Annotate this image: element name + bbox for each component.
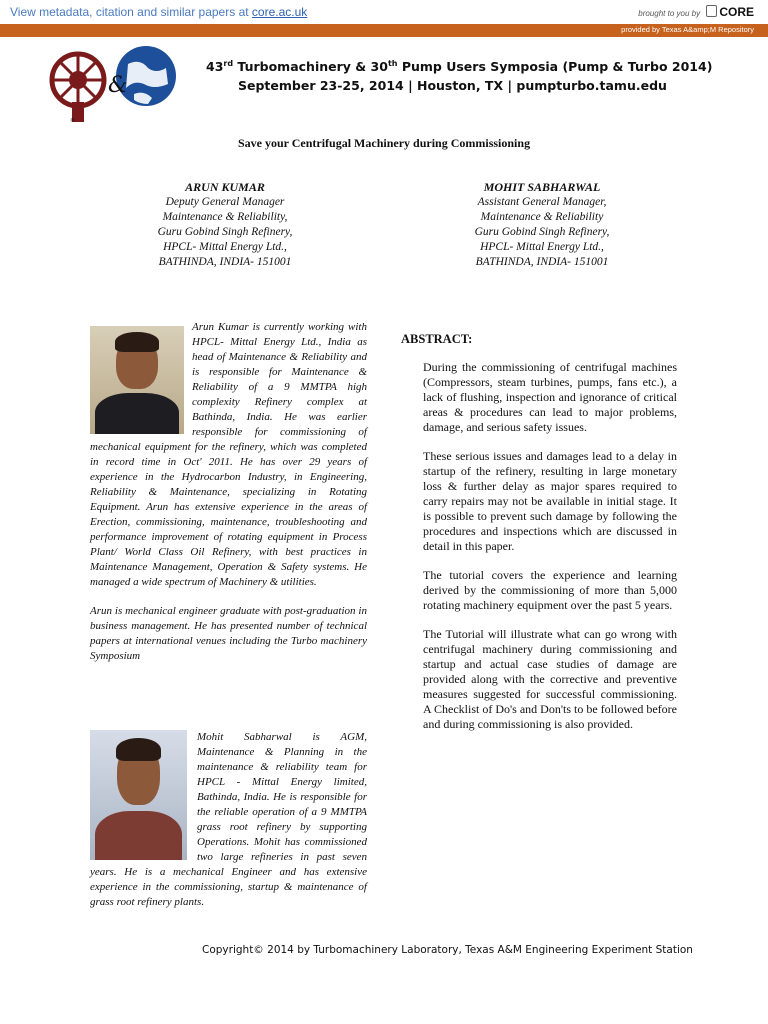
svg-text:&: & (108, 73, 128, 98)
author-line: Guru Gobind Singh Refinery, (474, 226, 610, 238)
bio-arun (90, 320, 367, 664)
author-line: Assistant General Manager, (477, 196, 607, 208)
author-photo-mohit (90, 730, 187, 860)
turbo-lab-logo-icon (48, 44, 178, 124)
author-line: Guru Gobind Singh Refinery, (157, 226, 293, 238)
author-line: HPCL- Mittal Energy Ltd., (480, 241, 604, 253)
core-icon (706, 5, 717, 17)
photo-hair (116, 738, 161, 761)
core-logo[interactable] (706, 5, 754, 19)
conference-header (206, 54, 712, 95)
conference-text-a: Turbomachinery & 30 (233, 59, 388, 75)
core-banner (0, 0, 768, 25)
brought-by-label: brought to you by (638, 9, 701, 18)
photo-body (95, 811, 182, 860)
abstract-paragraph: The tutorial covers the experience and learning derived by the commissioning of more than 5,000 rotating machinery equipment over the past 5 years. (423, 568, 677, 612)
bio-mohit (90, 730, 367, 910)
author-block-arun (90, 180, 360, 270)
core-brought-by[interactable] (638, 5, 754, 19)
abstract-paragraph: During the commissioning of centrifugal machines (Compressors, steam turbines, pumps, fans etc.), a lack of flushing, inspection and ignorance of critical areas & procedures can lead to major problems, damage, and serious safety issues. (423, 360, 677, 434)
photo-hair (115, 332, 158, 351)
author-line: Deputy General Manager (165, 196, 285, 208)
abstract-body (423, 360, 677, 746)
core-metadata-label: View metadata, citation and similar papers at (10, 5, 252, 19)
author-line: BATHINDA, INDIA- 151001 (475, 256, 609, 268)
conference-text-b: Pump Users Symposia (Pump & Turbo 2014) (397, 59, 713, 75)
author-block-mohit (407, 180, 677, 270)
svg-text:®: ® (70, 118, 75, 124)
core-brand-label: CORE (719, 5, 754, 19)
ordinal-sup-1: rd (223, 59, 234, 68)
paper-title: Save your Centrifugal Machinery during Commissioning (237, 136, 531, 150)
bio-paragraph: Arun Kumar is currently working with HPCL- Mittal Energy Ltd., India as head of Maintenance & Reliability and is responsible for Maintenance & Reliability of a 9 MMTPA high complexity Refinery complex at Bathinda, India. He was earlier responsible for commissioning of mechanical equipment for the refinery, which was completed in record time in Oct' 2011. He has over 29 years of experience in the Hydrocarbon Industry, in Engineering, Reliability & Maintenance, specializing in Rotating Equipment. Arun has extensive experience in the areas of Erection, commissioning, maintenance, troubleshooting and performance improvement of rotating equipment in Process Plant/ World Class Oil Refinery, with best practices in Maintenance Management, Operation & Safety systems. He managed a wide spectrum of Machinery & utilities. (90, 321, 367, 588)
author-name: MOHIT SABHARWAL (483, 180, 601, 194)
author-name: ARUN KUMAR (185, 180, 265, 194)
author-line: BATHINDA, INDIA- 151001 (158, 256, 292, 268)
author-photo-arun (90, 326, 184, 434)
conference-line-2: September 23-25, 2014 | Houston, TX | pumpturbo.tamu.edu (238, 78, 667, 94)
bio-spacer (90, 590, 367, 604)
conference-ordinal-1: 43 (206, 59, 224, 75)
provider-bar (0, 24, 768, 37)
conference-line-1 (206, 54, 712, 76)
ordinal-sup-2: th (387, 59, 398, 68)
bio-paragraph: Arun is mechanical engineer graduate with post-graduation in business management. He has presented number of technical papers at international venues including the Turbo machinery Symposium (90, 605, 367, 662)
copyright-footer: Copyright© 2014 by Turbomachinery Laboratory, Texas A&M Engineering Experiment Station (202, 944, 693, 956)
author-line: Maintenance & Reliability (480, 211, 604, 223)
abstract-paragraph: The Tutorial will illustrate what can go wrong with centrifugal machinery during commissioning and startup and actual case studies of damage are provided along with the corrective and preventive measures suggested for successful commissioning. A Checklist of Do's and Don'ts to be followed before and during commissioning is also provided. (423, 627, 677, 731)
author-line: Maintenance & Reliability, (162, 211, 288, 223)
provider-text[interactable]: provided by Texas A&amp;M Repository (621, 25, 754, 34)
bio-paragraph: Mohit Sabharwal is AGM, Maintenance & Planning in the maintenance & reliability team for HPCL - Mittal Energy limited, Bathinda, India. He is responsible for the reliable operation of a 9 MMTPA grass root refinery by supporting Operations. Mohit has commissioned two large refineries in past seven years. He is a mechanical Engineer and has extensive experience in the commissioning, startup & maintenance of grass root refinery plants. (90, 731, 367, 908)
abstract-paragraph: These serious issues and damages lead to a delay in startup of the refinery, resulting in large monetary loss & further delay as major spares required to carry repairs may not be available in initial stage. It is possible to prevent such damage by following the procedures and inspections which are discussed in detail in this paper. (423, 449, 677, 553)
author-line: HPCL- Mittal Energy Ltd., (163, 241, 287, 253)
photo-body (95, 393, 180, 434)
core-link[interactable]: core.ac.uk (251, 5, 308, 19)
core-metadata-text (10, 5, 307, 19)
abstract-heading: ABSTRACT: (401, 332, 473, 346)
